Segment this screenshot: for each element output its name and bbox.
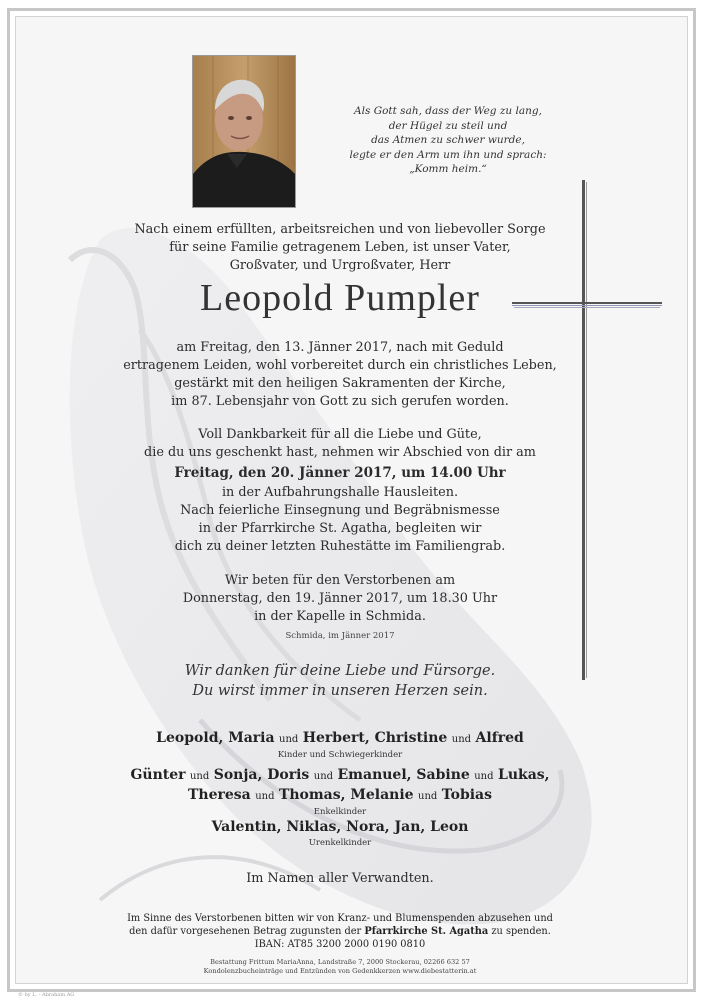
family-grandchildren	[100, 766, 580, 818]
family-label: Urenkelkinder	[308, 838, 372, 848]
prayer-line: Donnerstag, den 19. Jänner 2017, um 18.30 Uhr	[182, 591, 498, 606]
donation-note	[90, 912, 590, 951]
poem	[338, 104, 558, 177]
poem-line: legte er den Arm um ihn und sprach:	[349, 148, 547, 161]
family-names: Günter	[130, 767, 186, 783]
farewell-text	[100, 426, 580, 556]
family-names: Thomas, Melanie	[278, 787, 414, 803]
imprint-line: Bestattung Frittum MariaAnna, Landstraße 7, 2000 Stockerau, 02266 632 57	[210, 958, 470, 966]
connector: und	[451, 734, 472, 745]
closing-quote	[120, 661, 560, 701]
family-names: Tobias	[441, 787, 493, 803]
intro-line: für seine Familie getragenem Leben, ist unser Vater,	[169, 240, 511, 255]
quote-line: Wir danken für deine Liebe und Fürsorge.	[184, 663, 496, 679]
family-names: Leopold, Maria	[156, 730, 275, 746]
deceased-name: Leopold Pumpler	[200, 277, 480, 319]
death-notice	[100, 339, 580, 411]
family-names: Lukas,	[497, 767, 550, 783]
notice-line: im 87. Lebensjahr von Gott zu sich gerufen worden.	[171, 394, 509, 409]
family-names: Herbert, Christine	[302, 730, 448, 746]
family-label: Kinder und Schwiegerkinder	[277, 750, 403, 760]
funeral-date: Freitag, den 20. Jänner 2017, um 14.00 Uhr	[174, 465, 506, 481]
closing-line	[100, 870, 580, 888]
prayer-line: Wir beten für den Verstorbenen am	[224, 573, 456, 588]
quote-line: Du wirst immer in unseren Herzen sein.	[192, 683, 488, 699]
imprint-line: Kondolenzbucheinträge und Entzünden von Gedenkkerzen www.diebestatterin.at	[203, 967, 477, 975]
farewell-line: Voll Dankbarkeit für all die Liebe und Güte,	[198, 427, 482, 442]
prayer-text	[100, 572, 580, 642]
portrait-photo	[192, 55, 296, 208]
notice-line: gestärkt mit den heiligen Sakramenten der Kirche,	[174, 376, 506, 391]
notice-line: am Freitag, den 13. Jänner 2017, nach mit Geduld	[176, 340, 504, 355]
footer-recipient: Pfarrkirche St. Agatha	[364, 926, 489, 937]
poem-line: das Atmen zu schwer wurde,	[371, 134, 525, 146]
family-great-grandchildren	[100, 818, 580, 849]
footer-text: zu spenden.	[491, 926, 551, 937]
intro-text	[100, 221, 580, 275]
connector: und	[255, 791, 275, 802]
family-names: Theresa	[187, 787, 251, 803]
family-names: Sonja, Doris	[213, 767, 310, 783]
footer-text: den dafür vorgesehenen Betrag zugunsten der	[129, 926, 362, 937]
prayer-line: in der Kapelle in Schmida.	[254, 609, 426, 624]
family-names: Alfred	[475, 730, 524, 746]
connector: und	[474, 771, 494, 782]
closing-text: Im Namen aller Verwandten.	[246, 871, 434, 886]
farewell-detail: in der Aufbahrungshalle Hausleiten.	[221, 485, 459, 500]
farewell-detail: in der Pfarrkirche St. Agatha, begleiten wir	[198, 521, 482, 536]
poem-line: „Komm heim.“	[409, 163, 487, 175]
farewell-line: die du uns geschenkt hast, nehmen wir Abschied von dir am	[144, 445, 536, 460]
poem-line: Als Gott sah, dass der Weg zu lang,	[354, 105, 542, 117]
funeral-home-imprint	[100, 958, 580, 976]
connector: und	[418, 791, 438, 802]
farewell-detail: Nach feierliche Einsegnung und Begräbnismesse	[180, 503, 500, 518]
notice-line: ertragenem Leiden, wohl vorbereitet durch ein christliches Leben,	[123, 358, 557, 373]
place-date: Schmida, im Jänner 2017	[285, 631, 395, 641]
iban: IBAN: AT85 3200 2000 0190 0810	[254, 939, 426, 950]
footer-line: Im Sinne des Verstorbenen bitten wir von Kranz- und Blumenspenden abzusehen und	[127, 913, 553, 924]
copyright-note: © by L. - Abraham AG	[18, 992, 75, 998]
family-names: Emanuel, Sabine	[337, 767, 470, 783]
connector: und	[313, 771, 334, 782]
family-label: Enkelkinder	[313, 807, 367, 817]
intro-line: Großvater, und Urgroßvater, Herr	[229, 258, 451, 273]
poem-line: der Hügel zu steil und	[388, 119, 508, 132]
family-children	[100, 729, 580, 761]
intro-line: Nach einem erfüllten, arbeitsreichen und von liebevoller Sorge	[134, 222, 546, 237]
connector: und	[279, 734, 299, 745]
family-names: Valentin, Niklas, Nora, Jan, Leon	[211, 819, 469, 835]
connector: und	[189, 771, 210, 782]
farewell-detail: dich zu deiner letzten Ruhestätte im Familiengrab.	[174, 539, 506, 554]
